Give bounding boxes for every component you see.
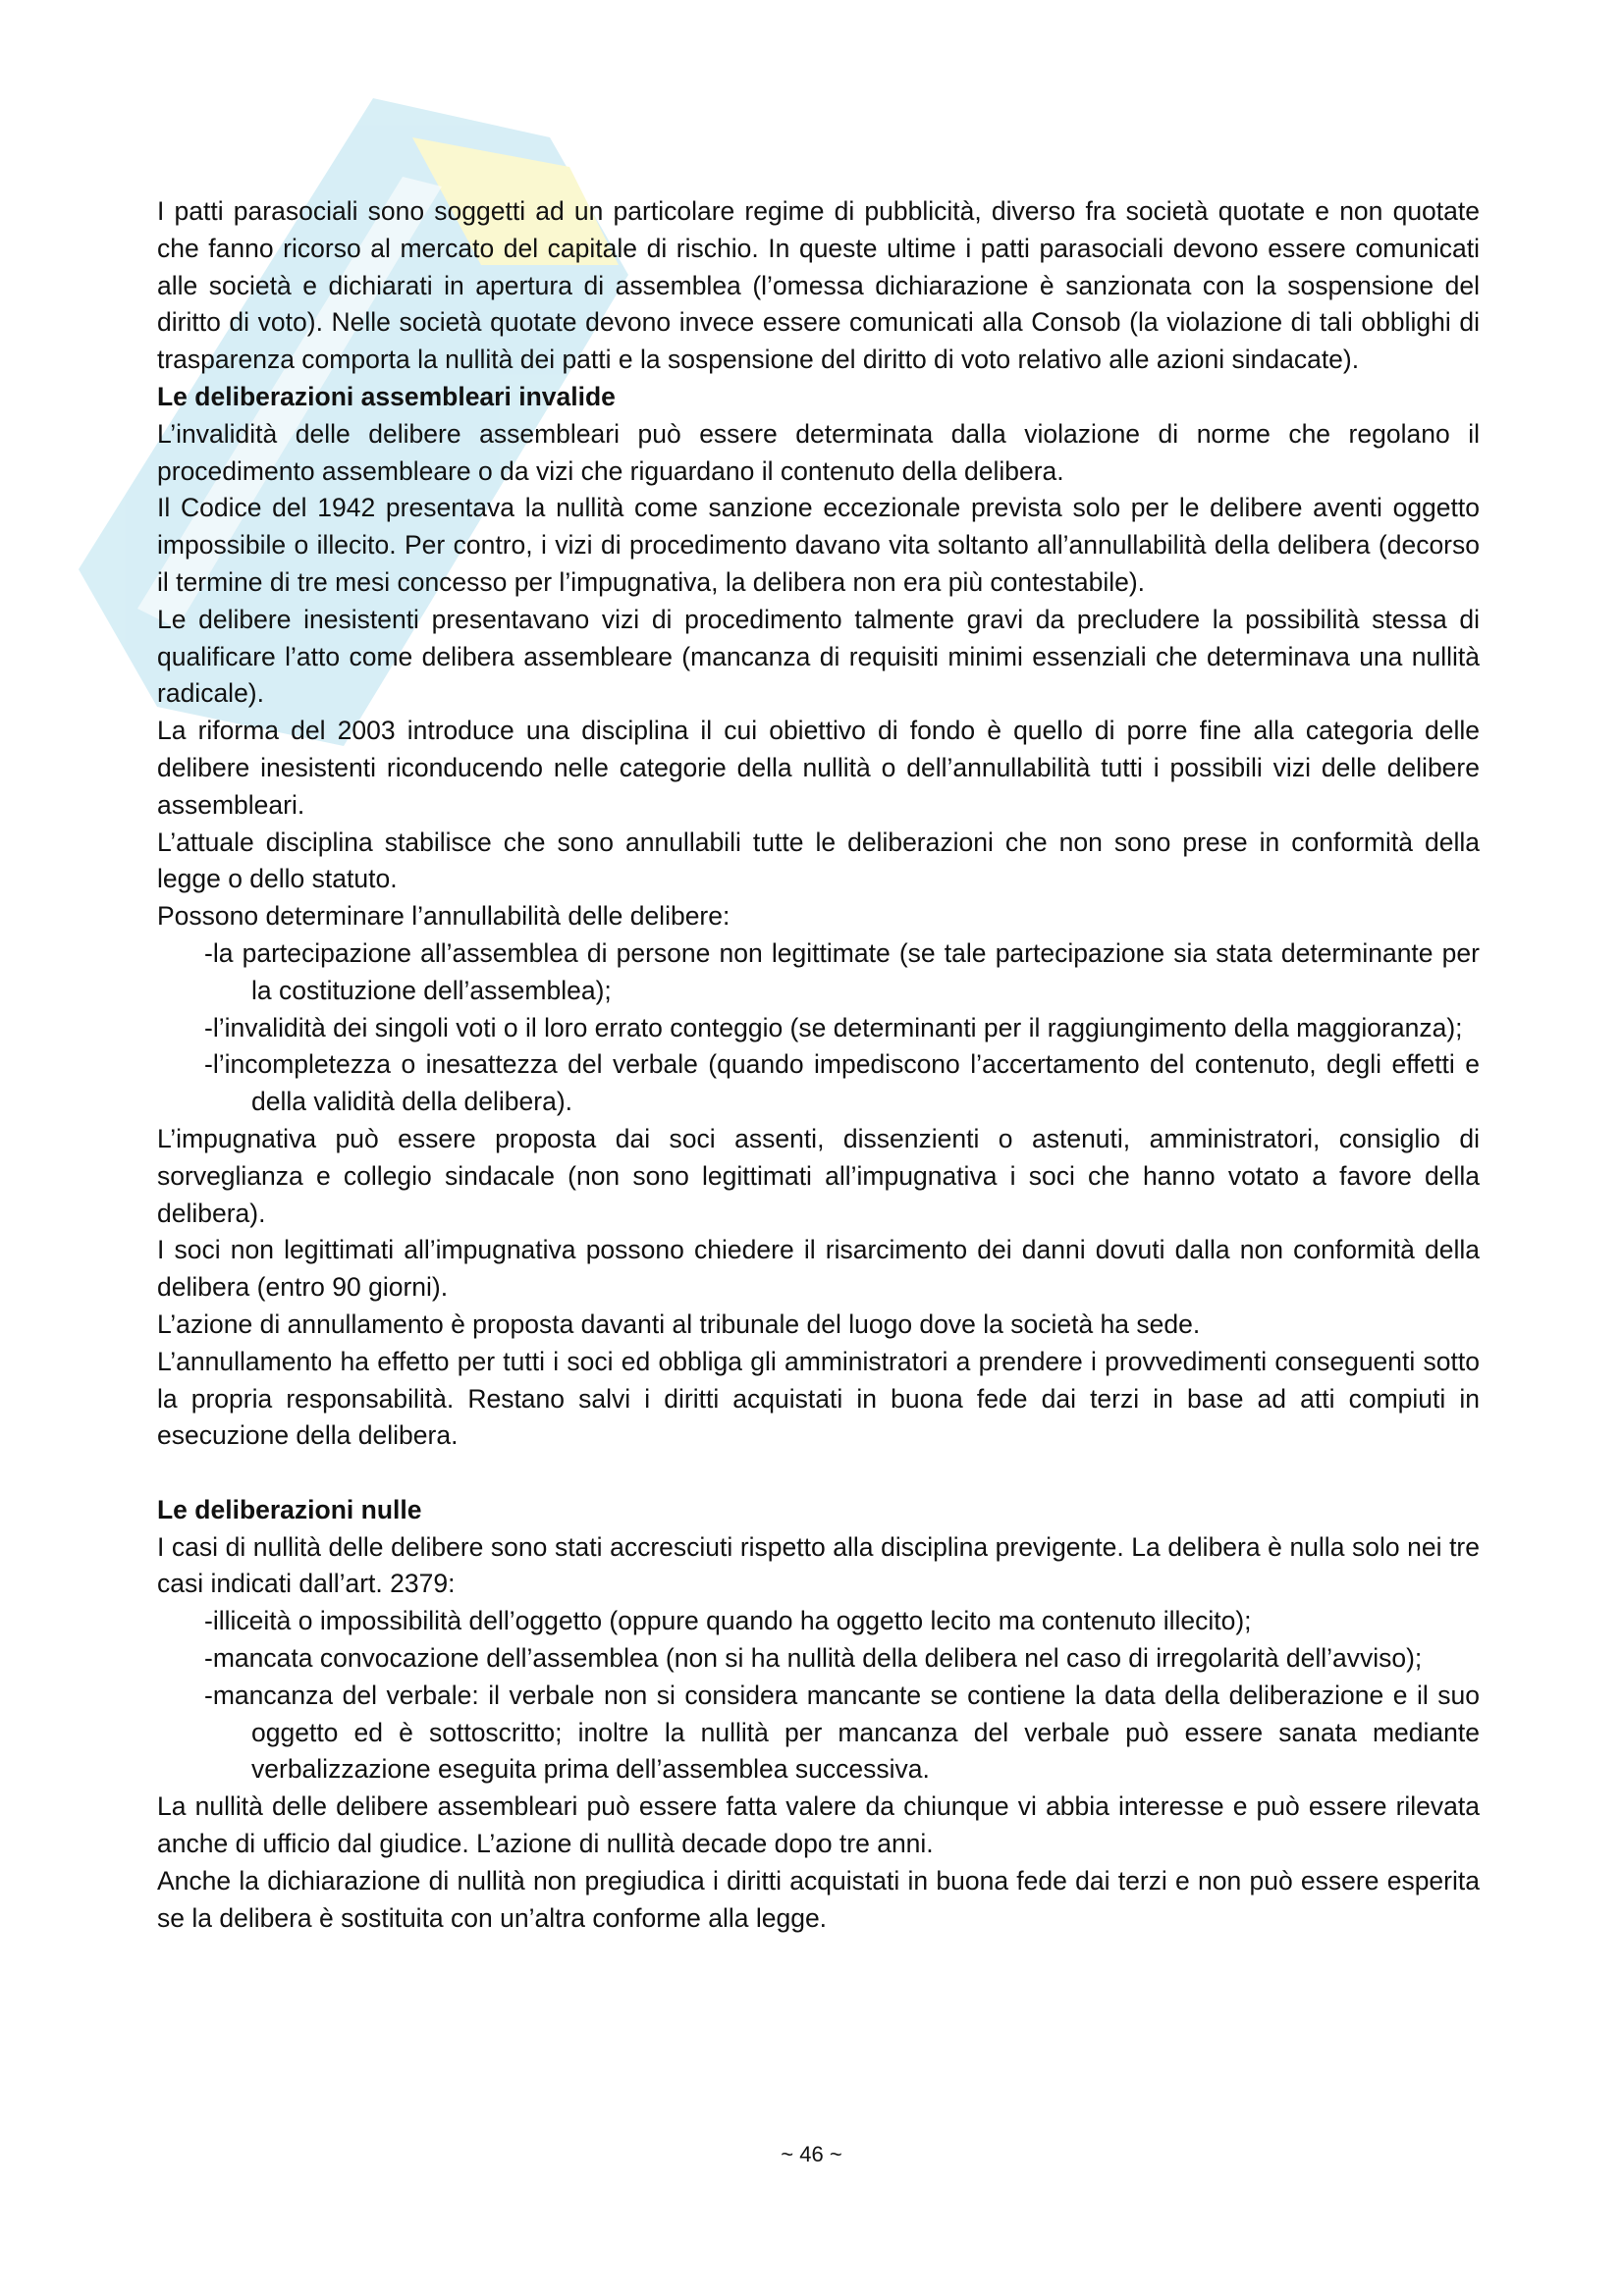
paragraph: Il Codice del 1942 presentava la nullità come sanzione eccezionale prevista solo per le delibere aventi oggetto impossibile o illecito. Per contro, i vizi di procedimento davano vita soltanto all’annullabilità della delibera (decorso il termine di tre mesi concesso per l’impugnativa, la delibera non era più contestabile).: [157, 493, 1480, 597]
paragraph: La riforma del 2003 introduce una disciplina il cui obiettivo di fondo è quello di porre fine alla categoria delle delibere inesistenti riconducendo nelle categorie della nullità o dell’annullabilità tutti i possibili vizi delle delibere assembleari.: [157, 716, 1480, 820]
paragraph: L’attuale disciplina stabilisce che sono annullabili tutte le deliberazioni che non sono prese in conformità della legge o dello statuto.: [157, 827, 1480, 894]
paragraph: La nullità delle delibere assembleari può essere fatta valere da chiunque vi abbia interesse e può essere rilevata anche di ufficio dal giudice. L’azione di nullità decade dopo tre anni.: [157, 1791, 1480, 1859]
paragraph: I casi di nullità delle delibere sono stati accresciuti rispetto alla disciplina previgente. La delibera è nulla solo nei tre casi indicati dall’art. 2379:: [157, 1531, 1480, 1599]
section-spacer: [157, 1455, 1480, 1492]
paragraph: Possono determinare l’annullabilità delle delibere:: [157, 901, 730, 932]
heading-invalid-deliberations: Le deliberazioni assembleari invalide: [157, 381, 616, 411]
list-item: -mancata convocazione dell’assemblea (non si ha nullità della delibera nel caso di irregolarità dell’avviso);: [204, 1643, 1423, 1674]
list-item: -l’incompletezza o inesattezza del verbale (quando impediscono l’accertamento del contenuto, degli effetti e della validità della delibera).: [204, 1049, 1480, 1117]
paragraph: I soci non legittimati all’impugnativa possono chiedere il risarcimento dei danni dovuti dalla non conformità della delibera (entro 90 giorni).: [157, 1235, 1480, 1303]
paragraph: L’impugnativa può essere proposta dai soci assenti, dissenzienti o astenuti, amministratori, consiglio di sorveglianza e collegio sindacale (non sono legittimati all’impugnativa i soci che hanno votato a favore della delibera).: [157, 1123, 1480, 1228]
parasocial-pacts-paragraph: I patti parasociali sono soggetti ad un particolare regime di pubblicità, diverso fra società quotate e non quotate che fanno ricorso al mercato del capitale di rischio. In queste ultime i patti parasociali devono essere comunicati alle società e dichiarati in apertura di assemblea (l’omessa dichiarazione è sanzionata con la sospensione del diritto di voto). Nelle società quotate devono invece essere comunicati alla Consob (la violazione di tali obblighi di trasparenza comporta la nullità dei patti e la sospensione del diritto di voto relativo alle azioni sindacate).: [157, 196, 1480, 375]
list-item: -la partecipazione all’assemblea di persone non legittimate (se tale partecipazione sia stata determinante per la costituzione dell’assemblea);: [204, 937, 1480, 1005]
paragraph: Le delibere inesistenti presentavano vizi di procedimento talmente gravi da precludere la possibilità stessa di qualificare l’atto come delibera assembleare (mancanza di requisiti minimi essenziali che determinava una nullità radicale).: [157, 604, 1480, 709]
document-body: [157, 193, 1480, 1937]
list-item: -illiceità o impossibilità dell’oggetto (oppure quando ha oggetto lecito ma contenuto illecito);: [204, 1606, 1252, 1636]
heading-null-deliberations: Le deliberazioni nulle: [157, 1494, 422, 1524]
page-number: ~ 46 ~: [781, 2142, 842, 2166]
annulment-causes-list: [157, 935, 1480, 1121]
list-item: -l’invalidità dei singoli voti o il loro errato conteggio (se determinanti per il raggiungimento della maggioranza);: [204, 1012, 1463, 1042]
paragraph: L’invalidità delle delibere assembleari può essere determinata dalla violazione di norme che regolano il procedimento assembleare o da vizi che riguardano il contenuto della delibera.: [157, 418, 1480, 486]
paragraph: Anche la dichiarazione di nullità non pregiudica i diritti acquistati in buona fede dai terzi e non può essere esperita se la delibera è sostituita con un’altra conforme alla legge.: [157, 1865, 1480, 1933]
list-item: -mancanza del verbale: il verbale non si considera mancante se contiene la data della deliberazione e il suo oggetto ed è sottoscritto; inoltre la nullità per mancanza del verbale può essere sanata mediante verbalizzazione eseguita prima dell’assemblea successiva.: [204, 1680, 1480, 1785]
nullity-cases-list: [157, 1603, 1480, 1789]
paragraph: L’azione di annullamento è proposta davanti al tribunale del luogo dove la società ha sede.: [157, 1308, 1201, 1339]
paragraph: L’annullamento ha effetto per tutti i soci ed obbliga gli amministratori a prendere i provvedimenti conseguenti sotto la propria responsabilità. Restano salvi i diritti acquistati in buona fede dai terzi in base ad atti compiuti in esecuzione della delibera.: [157, 1346, 1480, 1451]
